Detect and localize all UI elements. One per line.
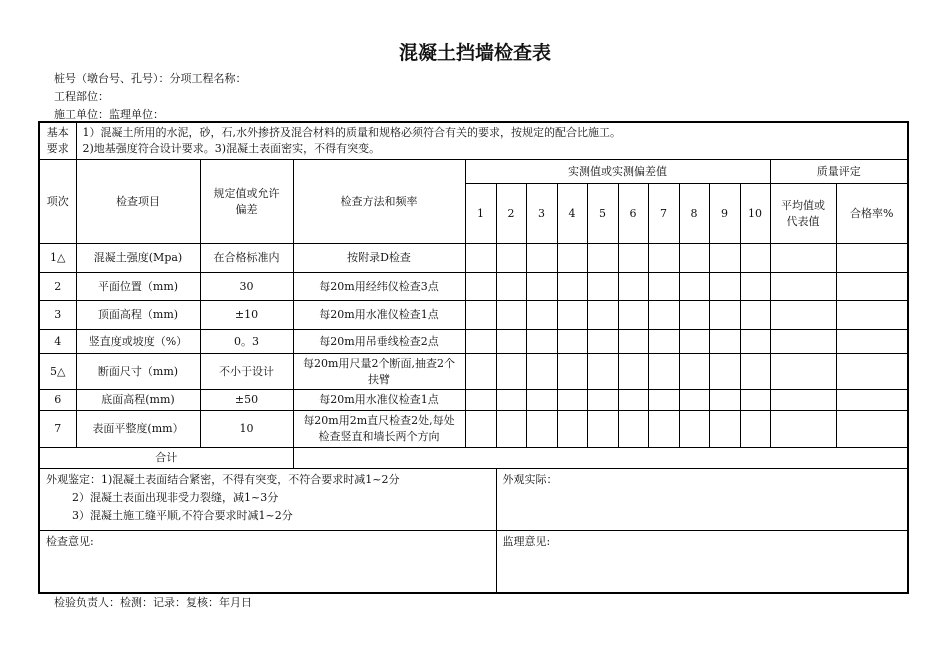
basic-label: 基本要求 — [39, 122, 76, 160]
measure-cell[interactable] — [526, 411, 557, 448]
measure-cell[interactable] — [587, 273, 618, 301]
measure-cell[interactable] — [648, 354, 679, 390]
measure-cell[interactable] — [465, 301, 496, 330]
measure-cell[interactable] — [709, 411, 740, 448]
measure-cell[interactable] — [679, 301, 709, 330]
measure-cell[interactable] — [526, 390, 557, 411]
total-row — [39, 448, 908, 469]
measure-cell[interactable] — [648, 301, 679, 330]
measure-cell[interactable] — [648, 411, 679, 448]
row-spec: ±10 — [200, 301, 293, 330]
measure-cell[interactable] — [648, 330, 679, 354]
measure-cell[interactable] — [465, 244, 496, 273]
measure-cell[interactable] — [496, 354, 526, 390]
basic-text-2: 2)地基强度符合设计要求。3)混凝土表面密实，不得有突变。 — [82, 142, 381, 155]
measure-cell[interactable] — [618, 390, 648, 411]
row-no: 4 — [39, 330, 76, 354]
row-no: 3 — [39, 301, 76, 330]
measure-cell[interactable] — [557, 330, 587, 354]
rate-cell[interactable] — [836, 411, 908, 448]
measure-col: 4 — [557, 184, 587, 244]
row-item: 竖直度或坡度（%） — [76, 330, 200, 354]
signature-line: 检验负责人：检测：记录：复核：年月日 — [54, 596, 252, 609]
row-item: 顶面高程（mm) — [76, 301, 200, 330]
measure-cell[interactable] — [557, 411, 587, 448]
row-method: 每20m用水准仪检查1点 — [293, 390, 465, 411]
measure-cell[interactable] — [618, 244, 648, 273]
rate-cell[interactable] — [836, 244, 908, 273]
measure-cell[interactable] — [618, 273, 648, 301]
table-row — [39, 301, 908, 330]
table-row — [39, 411, 908, 448]
measure-cell[interactable] — [679, 273, 709, 301]
row-item: 断面尺寸（mm) — [76, 354, 200, 390]
avg-cell[interactable] — [770, 273, 836, 301]
header-rate: 合格率% — [836, 184, 908, 244]
measure-cell[interactable] — [679, 244, 709, 273]
table-row — [39, 390, 908, 411]
measure-cell[interactable] — [648, 273, 679, 301]
measure-cell[interactable] — [679, 330, 709, 354]
measure-cell[interactable] — [587, 411, 618, 448]
avg-cell[interactable] — [770, 301, 836, 330]
measure-cell[interactable] — [496, 411, 526, 448]
measure-cell[interactable] — [465, 330, 496, 354]
measure-cell[interactable] — [465, 273, 496, 301]
appearance-check — [39, 469, 496, 531]
row-spec: 10 — [200, 411, 293, 448]
measure-cell[interactable] — [679, 411, 709, 448]
page-title: 混凝土挡墙检查表 — [398, 42, 551, 64]
row-method: 每20m用经纬仪检查3点 — [293, 273, 465, 301]
avg-cell[interactable] — [770, 330, 836, 354]
measure-cell[interactable] — [465, 354, 496, 390]
check-opinion[interactable] — [39, 531, 496, 593]
measure-cell[interactable] — [587, 390, 618, 411]
row-item: 混凝土强度(Mpa) — [76, 244, 200, 273]
measure-cell[interactable] — [465, 390, 496, 411]
basic-requirements — [76, 122, 908, 160]
measure-cell[interactable] — [709, 390, 740, 411]
measure-cell[interactable] — [618, 354, 648, 390]
total-value-cell[interactable] — [293, 448, 908, 469]
rate-cell[interactable] — [836, 301, 908, 330]
appearance-check-line-3: 3）混凝土施工缝平顺,不符合要求时减1~2分 — [72, 509, 293, 522]
header-spec: 规定值或允许偏差 — [200, 160, 293, 244]
appearance-actual-label: 外观实际： — [502, 473, 558, 486]
row-spec: 在合格标准内 — [200, 244, 293, 273]
measure-cell[interactable] — [557, 273, 587, 301]
measure-cell[interactable] — [740, 244, 770, 273]
row-spec: 0。3 — [200, 330, 293, 354]
measure-col: 5 — [587, 184, 618, 244]
measure-cell[interactable] — [587, 244, 618, 273]
measure-cell[interactable] — [740, 330, 770, 354]
table-row — [39, 244, 908, 273]
measure-cell[interactable] — [618, 411, 648, 448]
inspection-table — [38, 121, 909, 594]
measure-cell[interactable] — [526, 273, 557, 301]
measure-cell[interactable] — [496, 301, 526, 330]
measure-col: 8 — [679, 184, 709, 244]
appearance-row — [39, 469, 908, 531]
row-method: 每20m用水准仪检查1点 — [293, 301, 465, 330]
measure-cell[interactable] — [557, 301, 587, 330]
measure-col: 10 — [740, 184, 770, 244]
measure-cell[interactable] — [709, 273, 740, 301]
supervise-opinion-label: 监理意见: — [502, 535, 551, 548]
rate-cell[interactable] — [836, 354, 908, 390]
measure-cell[interactable] — [679, 390, 709, 411]
measure-cell[interactable] — [709, 244, 740, 273]
measure-cell[interactable] — [496, 330, 526, 354]
measure-cell[interactable] — [618, 330, 648, 354]
header-item-no: 项次 — [39, 160, 76, 244]
measure-col: 9 — [709, 184, 740, 244]
measure-cell[interactable] — [526, 301, 557, 330]
meta-location: 工程部位： — [54, 90, 109, 103]
measure-cell[interactable] — [496, 244, 526, 273]
row-item: 表面平整度(mm） — [76, 411, 200, 448]
measure-col: 3 — [526, 184, 557, 244]
header-method: 检查方法和频率 — [293, 160, 465, 244]
row-spec: 不小于设计 — [200, 354, 293, 390]
measure-cell[interactable] — [587, 354, 618, 390]
total-label: 合计 — [39, 448, 293, 469]
meta-units: 施工单位：监理单位： — [54, 108, 164, 121]
opinion-row — [39, 531, 908, 593]
avg-cell[interactable] — [770, 411, 836, 448]
measure-cell[interactable] — [587, 330, 618, 354]
row-no: 5△ — [39, 354, 76, 390]
measure-cell[interactable] — [740, 390, 770, 411]
rate-cell[interactable] — [836, 330, 908, 354]
header-avg: 平均值或代表值 — [770, 184, 836, 244]
row-method: 按附录D检查 — [293, 244, 465, 273]
row-spec: 30 — [200, 273, 293, 301]
header-item: 检查项目 — [76, 160, 200, 244]
row-no: 7 — [39, 411, 76, 448]
rate-cell[interactable] — [836, 273, 908, 301]
row-item: 底面高程(mm) — [76, 390, 200, 411]
measure-cell[interactable] — [557, 244, 587, 273]
measure-cell[interactable] — [587, 301, 618, 330]
avg-cell[interactable] — [770, 244, 836, 273]
measure-cell[interactable] — [709, 354, 740, 390]
check-opinion-label: 检查意见: — [46, 535, 94, 548]
row-no: 6 — [39, 390, 76, 411]
measure-col: 7 — [648, 184, 679, 244]
avg-cell[interactable] — [770, 354, 836, 390]
measure-cell[interactable] — [618, 301, 648, 330]
measure-cell[interactable] — [648, 390, 679, 411]
measure-cell[interactable] — [496, 390, 526, 411]
row-spec: ±50 — [200, 390, 293, 411]
header-quality: 质量评定 — [770, 160, 908, 184]
measure-cell[interactable] — [496, 273, 526, 301]
measure-cell[interactable] — [526, 354, 557, 390]
appearance-check-line-2: 2）混凝土表面出现非受力裂缝，减1~3分 — [72, 491, 279, 504]
appearance-actual[interactable] — [496, 469, 908, 531]
measure-cell[interactable] — [679, 354, 709, 390]
measure-cell[interactable] — [557, 390, 587, 411]
measure-cell[interactable] — [740, 411, 770, 448]
row-method: 每20m用吊垂线检查2点 — [293, 330, 465, 354]
measure-col: 6 — [618, 184, 648, 244]
appearance-check-line-1: 外观鉴定：1)混凝土表面结合紧密，不得有突变，不符合要求时减1~2分 — [46, 473, 400, 486]
measure-cell[interactable] — [709, 330, 740, 354]
table-row — [39, 273, 908, 301]
measure-cell[interactable] — [526, 330, 557, 354]
table-row — [39, 330, 908, 354]
measure-col: 1 — [465, 184, 496, 244]
measure-cell[interactable] — [526, 244, 557, 273]
row-no: 2 — [39, 273, 76, 301]
basic-text-1: 1）混凝土所用的水泥，砂，石,水外掺挤及混合材料的质量和规格必须符合有关的要求，按规定的配合比施工。 — [82, 126, 621, 139]
measure-cell[interactable] — [557, 354, 587, 390]
measure-cell[interactable] — [465, 411, 496, 448]
rate-cell[interactable] — [836, 390, 908, 411]
meta-station: 桩号（墩台号、孔号）：分项工程名称： — [54, 72, 247, 85]
table-row — [39, 354, 908, 390]
measure-cell[interactable] — [740, 273, 770, 301]
measure-cell[interactable] — [648, 244, 679, 273]
supervise-opinion[interactable] — [496, 531, 908, 593]
row-no: 1△ — [39, 244, 76, 273]
row-method: 每20m用2m直尺检查2处,每处检查竖直和墙长两个方向 — [293, 411, 465, 448]
measure-cell[interactable] — [740, 354, 770, 390]
measure-cell[interactable] — [740, 301, 770, 330]
avg-cell[interactable] — [770, 390, 836, 411]
header-measured: 实测值或实测偏差值 — [465, 160, 770, 184]
measure-cell[interactable] — [709, 301, 740, 330]
row-item: 平面位置（mm) — [76, 273, 200, 301]
row-method: 每20m用尺量2个断面,抽查2个扶臂 — [293, 354, 465, 390]
measure-col: 2 — [496, 184, 526, 244]
